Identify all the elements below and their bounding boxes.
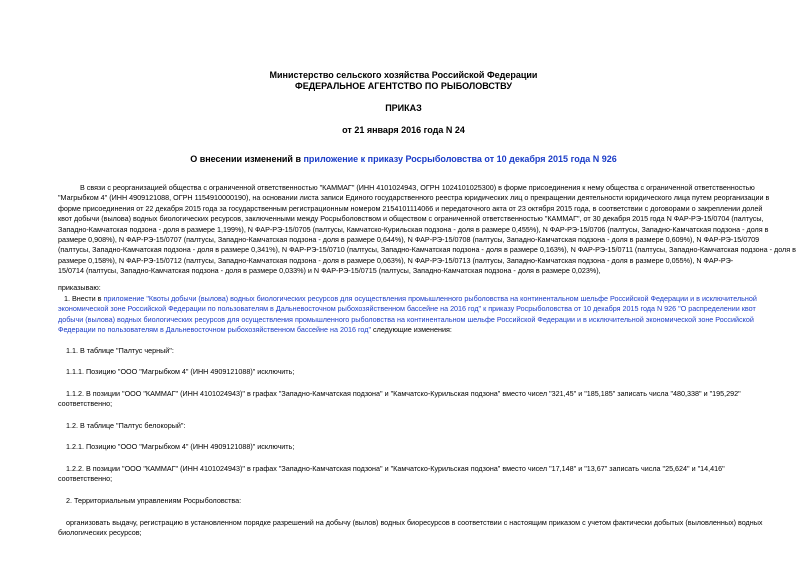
item-1-2-2-paragraph [58,464,802,485]
appendix-link[interactable]: экономической зоне Российской Федерации по пользователям в Дальневосточном рыбохозяйственном бассейне на 2016 год" к приказу Росрыболовства от 10 декабря 2015 года N 926 "О распределении квот [58,304,756,314]
item-2-line: организовать выдачу, регистрацию в установленном порядке разрешений на добычу (вылов) водных биоресурсов в соответствии с настоящим приказом с учетом фактически добытых (выловленных) водных [66,518,763,527]
item-2: 2. Территориальным управлениям Росрыболовства: [66,496,242,505]
item-1-2-1: 1.2.1. Позицию "ООО "Магрыбком 4" (ИНН 4909121088)" исключить; [66,442,295,451]
preamble-line: форме присоединения от 22 декабря 2015 года за государственным регистрационным номером 2154101114066 и передаточного акта от 23 октября 2015 года, в соответствии с договорами о закреплении долей [58,203,763,213]
item-2-line: биологических ресурсов; [58,528,142,538]
document-title-prefix: О внесении изменений в [190,154,304,164]
preamble-line: размере 0,158%), N ФАР-РЭ-15/0712 (палтусы, Западно-Камчатская подзона - доля в размере 0,063%), N ФАР-РЭ-15/0713 (палтусы, Западно-Камчатская подзона - доля в размере 0,055%), N ФАР-РЭ- [58,255,734,265]
title-link[interactable]: приложение к приказу Росрыболовства от 10 декабря 2015 года N 926 [303,154,617,164]
document-date-number: от 21 января 2016 года N 24 [342,125,465,135]
item-1-suffix: следующие изменения: [371,325,452,335]
item-1-2: 1.2. В таблице "Палтус белокорый": [66,421,186,430]
item-1-paragraph [58,294,802,336]
item-1-1-1: 1.1.1. Позицию "ООО "Магрыбком 4" (ИНН 4909121088)" исключить; [66,367,295,376]
item-2-paragraph [58,518,802,539]
document-type: ПРИКАЗ [385,103,422,113]
preamble-line: 15/0714 (палтусы, Западно-Камчатская подзона - доля в размере 0,033%) и N ФАР-РЭ-15/0715 (палтусы, Западно-Камчатская подзона - доля в размере 0,023%), [58,266,601,276]
order-word: приказываю: [58,283,101,292]
item-1-1-2-line: 1.1.2. В позиции "ООО "КАММАГ" (ИНН 4101024943)" в графах "Западно-Камчатская подзона" и "Камчатско-Курильская подзона" вместо чисел "321,45" и "185,185" записать числа "480,338" и "195,292" [66,389,741,398]
item-1-line [58,304,802,314]
agency-name: ФЕДЕРАЛЬНОЕ АГЕНТСТВО ПО РЫБОЛОВСТВУ [295,81,512,91]
item-1-2-2-line: 1.2.2. В позиции "ООО "КАММАГ" (ИНН 4101024943)" в графах "Западно-Камчатская подзона" и "Камчатско-Курильская подзона" вместо чисел "17,148" и "13,67" записать числа "25,624" и "14,416" [66,464,725,473]
appendix-link[interactable]: добычи (вылова) водных биологических ресурсов для осуществления промышленного рыболовства на континентальном шельфе Российской Федерации и в исключительной экономической зоне Российской [58,314,754,324]
item-1-1-2-line: соответственно; [58,399,113,409]
preamble-line: Западно-Камчатская подзона - доля в размере 1,199%), N ФАР-РЭ-15/0705 (палтусы, Камчатско-Курильская подзона - доля в размере 0,455%), N ФАР-РЭ-15/0706 (палтусы, Западно-Камчатская подзона - доля в [58,224,769,234]
document-title [0,154,807,164]
appendix-link[interactable]: Федерации по пользователям в Дальневосточном рыбохозяйственном бассейне на 2016 год" [58,325,372,335]
preamble-line: В связи с реорганизацией общества с ограниченной ответственностью "КАММАГ" (ИНН 4101024943, ОГРН 1024101025300) в форме присоединения к нему общества с ограниченной ответственностью [80,183,755,192]
appendix-link[interactable]: приложение "Квоты добычи (вылова) водных биологических ресурсов для осуществления промышленного рыболовства на континентальном шельфе Российской Федерации и в исключительной [103,294,757,303]
item-1-line [58,325,802,335]
preamble-line: квот добычи (вылова) водных биологических ресурсов, заключенными между Росрыболовством и обществом с ограниченной ответственностью "КАММАГ", от 30 декабря 2015 года N ФАР-РЭ-15/0704 (палтусы, [58,214,764,224]
item-1-line [58,294,802,304]
ministry-name: Министерство сельского хозяйства Российской Федерации [269,70,538,80]
item-1-1-2-paragraph [58,389,802,410]
item-1-prefix: 1. Внести в [64,294,104,303]
preamble-line: "Магрыбком 4" (ИНН 4909121088, ОГРН 1154910000190), на основании листа записи Единого государственного реестра юридических лиц о прекращении деятельности юридического лица путем реорганизации в [58,193,770,203]
item-1-line [58,315,802,325]
item-1-1: 1.1. В таблице "Палтус черный": [66,346,174,355]
preamble-line: (палтусы, Западно-Камчатская подзона - доля в размере 0,341%), N ФАР-РЭ-15/0710 (палтусы, Западно-Камчатская подзона - доля в размере 0,163%), N ФАР-РЭ-15/0711 (палтусы, Западно-Камчатская подзона - доля в [58,245,796,255]
item-1-2-2-line: соответственно; [58,474,113,484]
preamble-line: размере 0,908%), N ФАР-РЭ-15/0707 (палтусы, Западно-Камчатская подзона - доля в размере 0,644%), N ФАР-РЭ-15/0708 (палтусы, Западно-Камчатская подзона - доля в размере 0,609%), N ФАР-РЭ-15/0709 [58,234,760,244]
preamble-paragraph [58,183,802,277]
